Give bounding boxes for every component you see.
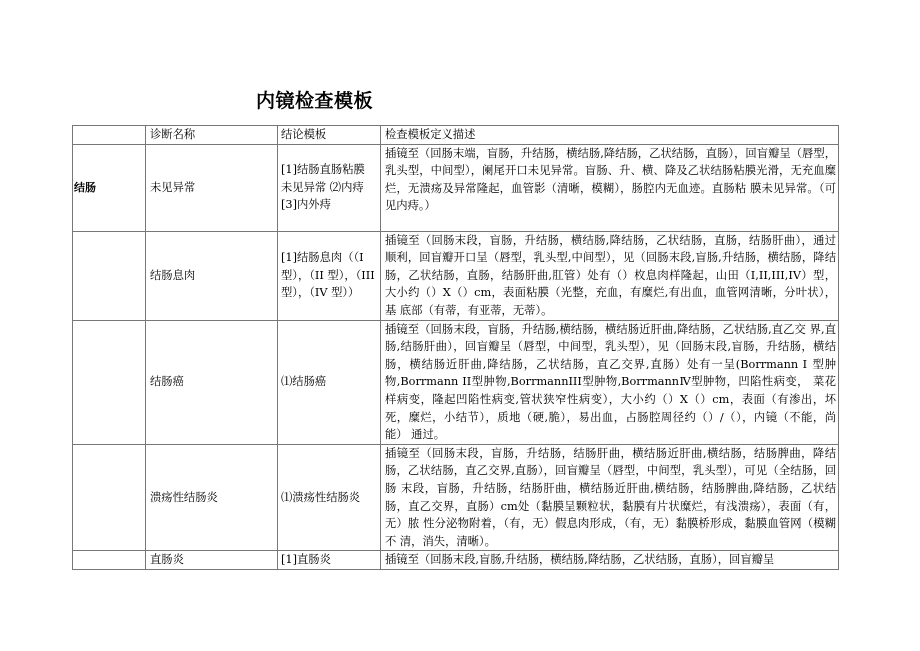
table-header-row [73, 126, 839, 145]
category-cell [73, 551, 146, 570]
header-cell-description: 检查模板定义描述 [381, 126, 839, 145]
header-cell-diagnosis-name: 诊断名称 [146, 126, 278, 145]
category-cell [73, 231, 146, 320]
conclusion-cell: [1]直肠炎 [278, 551, 381, 570]
description-cell: 插镜至（回肠末段,盲肠,升结肠，横结肠,降结肠，乙状结肠，直肠），回盲瓣呈 [381, 551, 839, 570]
diagnosis-name-cell: 溃疡性结肠炎 [146, 444, 278, 551]
category-cell [73, 444, 146, 551]
category-cell: 结肠 [73, 144, 146, 231]
document-title: 内镜检查模板 [256, 90, 374, 112]
diagnosis-name-cell: 结肠癌 [146, 320, 278, 444]
template-table [72, 125, 839, 570]
conclusion-cell: ⑴溃疡性结肠炎 [278, 444, 381, 551]
conclusion-cell: [1]结肠直肠粘膜未见异常 ⑵内痔[3]内外痔 [278, 144, 381, 231]
table-row [73, 144, 839, 231]
category-cell [73, 320, 146, 444]
diagnosis-name-cell: 直肠炎 [146, 551, 278, 570]
description-cell: 插镜至（回肠末端，盲肠，升结肠，横结肠,降结肠，乙状结肠，直肠），回盲瓣呈（唇型，乳头型，中间型），阑尾开口未见异常。盲肠、升、横、降及乙状结肠粘膜光滑，无充血糜烂，无溃疡及异常隆起，血管影（清晰，模糊），肠腔内无血迹。直肠粘 膜未见异常。（可见内痔。） [381, 144, 839, 231]
diagnosis-name-cell: 结肠息肉 [146, 231, 278, 320]
description-cell: 插镜至（回肠末段，盲肠，升结肠，横结肠,降结肠，乙状结肠，直肠，结肠肝曲），通过 顺利，回盲瓣开口呈（唇型，乳头型,中间型），见（回肠末段,盲肠,升结肠，横结肠，降结肠，乙状结肠，直肠，结肠肝曲,肛管）处有（）枚息肉样隆起，山田（I,II,III,IV）型， 大小约（）X（）cm，表面粘膜（光整，充血，有糜烂,有出血，血管网清晰，分叶状），基 底部（有蒂，有亚蒂，无蒂）。 [381, 231, 839, 320]
conclusion-cell: ⑴结肠癌 [278, 320, 381, 444]
conclusion-cell: [1]结肠息肉（（I型），（II 型），（III 型），（IV 型）） [278, 231, 381, 320]
description-cell: 插镜至（回肠末段，盲肠，升结肠，结肠肝曲，横结肠近肝曲,横结肠，结肠脾曲，降结 肠，乙状结肠，直乙交界,直肠），回盲瓣呈（唇型，中间型，乳头型），可见（全结肠，回肠 末段，盲肠，升结肠，结肠肝曲，横结肠近肝曲,横结肠，结肠脾曲,降结肠，乙状结肠，直乙交界，直肠）cm处（黏膜呈颗粒状，黏膜有片状糜烂，有浅溃疡），表面（有，无）脓 性分泌物附着，（有，无）假息肉形成，（有，无）黏膜桥形成，黏膜血管网（模糊不 清，消失，清晰）。 [381, 444, 839, 551]
header-cell-category [73, 126, 146, 145]
table-row [73, 320, 839, 444]
table-row [73, 231, 839, 320]
diagnosis-name-cell: 未见异常 [146, 144, 278, 231]
description-cell: 插镜至（回肠末段，盲肠，升结肠,横结肠，横结肠近肝曲,降结肠，乙状结肠,直乙交 界,直肠,结肠肝曲），回盲瓣呈（唇型，中间型，乳头型），见（回肠末段,盲肠，升结肠，横结肠，横结肠近肝曲,降结肠，乙状结肠，直乙交界,直肠）处有一呈(Borrmann Ⅰ 型肿物,Borrmann II型肿物,BorrmannIII型肿物,BorrmannⅣ型肿物，凹陷性病变， 菜花样病变，隆起凹陷性病变,管状狭窄性病变），大小约（）X（）cm，表面（有渗出，坏死，糜烂，小结节），质地（硬,脆），易出血，占肠腔周径约（）/（），内镜（不能，尚能） 通过。 [381, 320, 839, 444]
table-row [73, 551, 839, 570]
header-cell-conclusion-template: 结论模板 [278, 126, 381, 145]
table-row [73, 444, 839, 551]
